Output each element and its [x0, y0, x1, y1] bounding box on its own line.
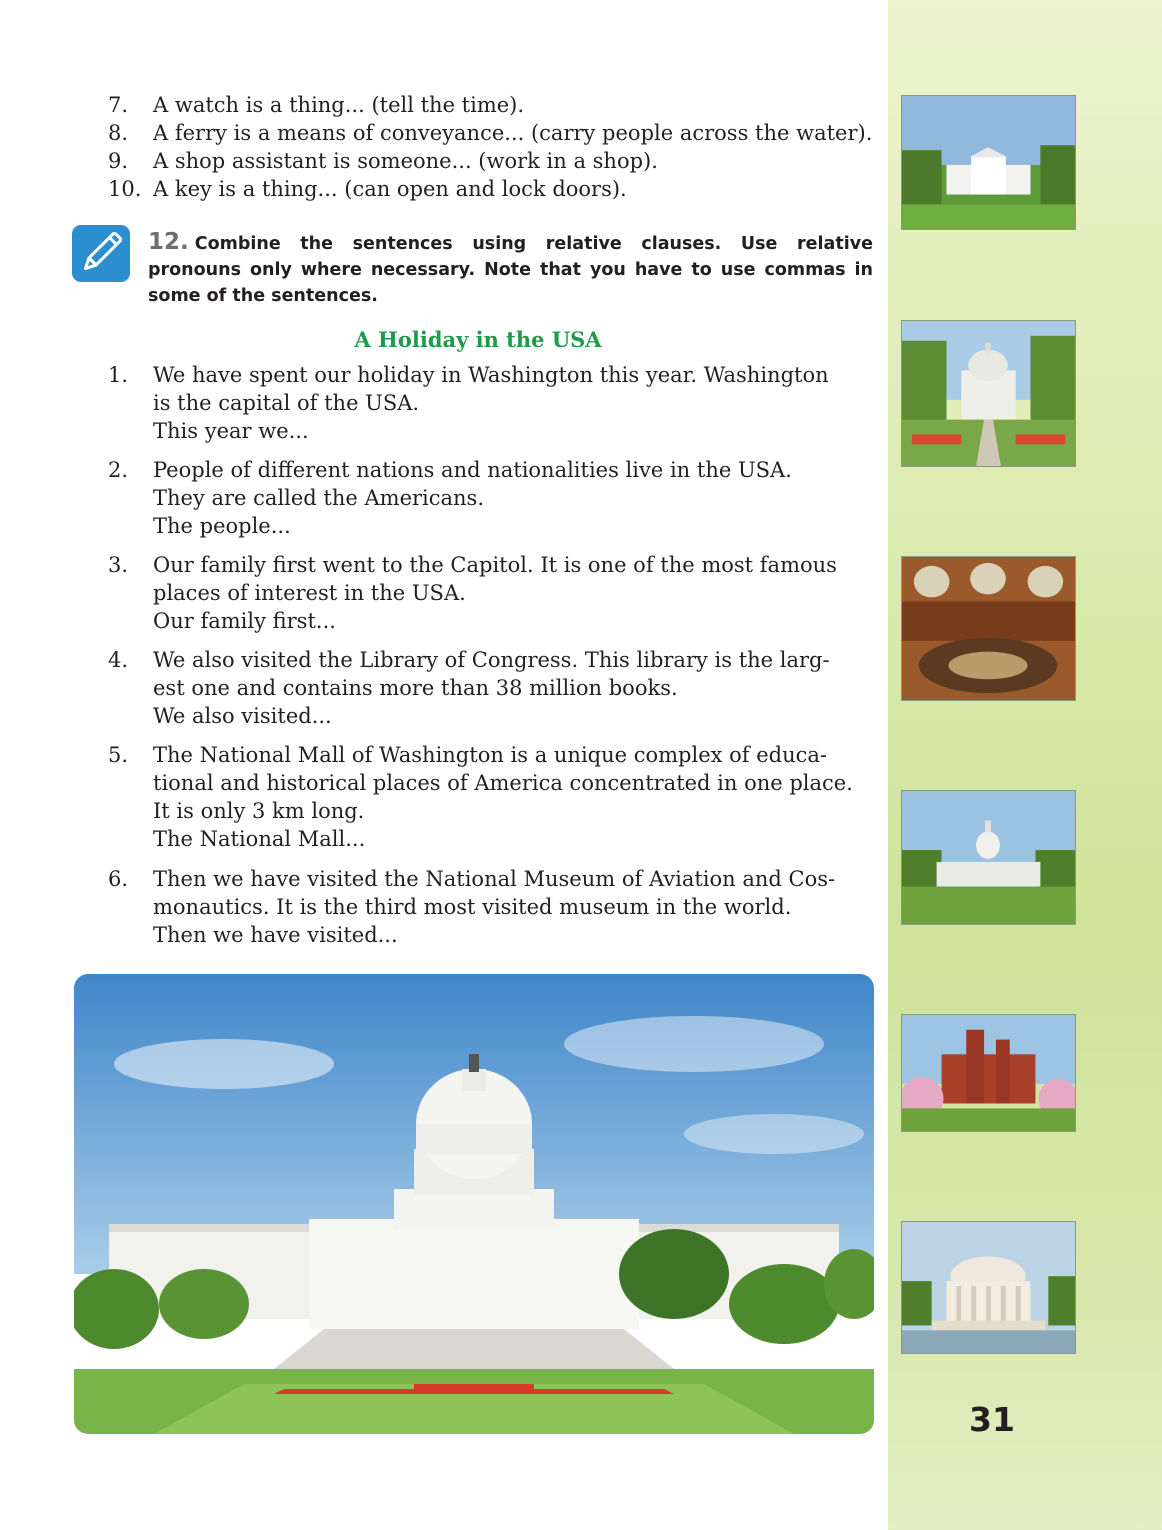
item-number: 6. [108, 867, 129, 891]
thumbnail-smithsonian-castle [901, 1014, 1076, 1132]
item-line: People of different nations and nationalities live in the USA. [153, 458, 792, 482]
page-number: 31 [969, 1400, 1015, 1439]
item-line: tional and historical places of America concentrated in one place. [153, 771, 853, 795]
section-title: A Holiday in the USA [354, 327, 602, 352]
task-instruction [148, 229, 873, 309]
thumbnail-capitol-building [901, 320, 1076, 467]
thumbnail-library-of-congress [901, 556, 1076, 701]
item-number: 8. [108, 121, 129, 145]
item-line: We also visited... [153, 704, 332, 728]
thumbnail-capitol-distant [901, 790, 1076, 925]
item-number: 4. [108, 648, 129, 672]
item-number: 9. [108, 149, 129, 173]
list-item [108, 646, 873, 730]
pencil-icon [72, 225, 130, 282]
list-item [108, 91, 873, 119]
item-line: A ferry is a means of conveyance... (carry people across the water). [153, 121, 873, 145]
item-line: Then we have visited the National Museum of Aviation and Cos- [153, 867, 836, 891]
item-line: A key is a thing... (can open and lock doors). [153, 177, 627, 201]
list-item [108, 147, 873, 175]
list-item [108, 741, 873, 853]
list-item [108, 175, 873, 203]
item-line: The National Mall... [153, 827, 366, 851]
item-line: A watch is a thing... (tell the time). [153, 93, 525, 117]
item-number: 3. [108, 553, 129, 577]
item-line: A shop assistant is someone... (work in a shop). [153, 149, 658, 173]
item-line: They are called the Americans. [153, 486, 485, 510]
item-line: Our family first... [153, 609, 336, 633]
item-line: We also visited the Library of Congress. This library is the larg- [153, 648, 830, 672]
item-line: The National Mall of Washington is a unique complex of educa- [153, 743, 828, 767]
item-number: 10. [108, 177, 142, 201]
task-number: 12. [148, 229, 189, 255]
item-number: 5. [108, 743, 129, 767]
item-line: This year we... [153, 419, 309, 443]
list-item [108, 119, 873, 147]
list-item [108, 865, 873, 949]
item-number: 2. [108, 458, 129, 482]
capitol-photo [74, 974, 874, 1434]
item-line: is the capital of the USA. [153, 391, 420, 415]
item-line: est one and contains more than 38 million books. [153, 676, 678, 700]
item-number: 7. [108, 93, 129, 117]
item-line: monautics. It is the third most visited museum in the world. [153, 895, 792, 919]
list-item [108, 361, 873, 445]
item-number: 1. [108, 363, 129, 387]
item-line: places of interest in the USA. [153, 581, 466, 605]
item-line: We have spent our holiday in Washington this year. Washington [153, 363, 829, 387]
thumbnail-white-house [901, 95, 1076, 230]
thumbnail-jefferson-memorial [901, 1221, 1076, 1354]
list-item [108, 551, 873, 635]
list-item [108, 456, 873, 540]
item-line: Our family first went to the Capitol. It is one of the most famous [153, 553, 837, 577]
item-line: Then we have visited... [153, 923, 398, 947]
item-line: The people... [153, 514, 291, 538]
task-text: Combine the sentences using relative clauses. Use relative pronouns only where necessary. Note that you have to use commas in some of the sentences. [148, 234, 873, 306]
item-line: It is only 3 km long. [153, 799, 365, 823]
